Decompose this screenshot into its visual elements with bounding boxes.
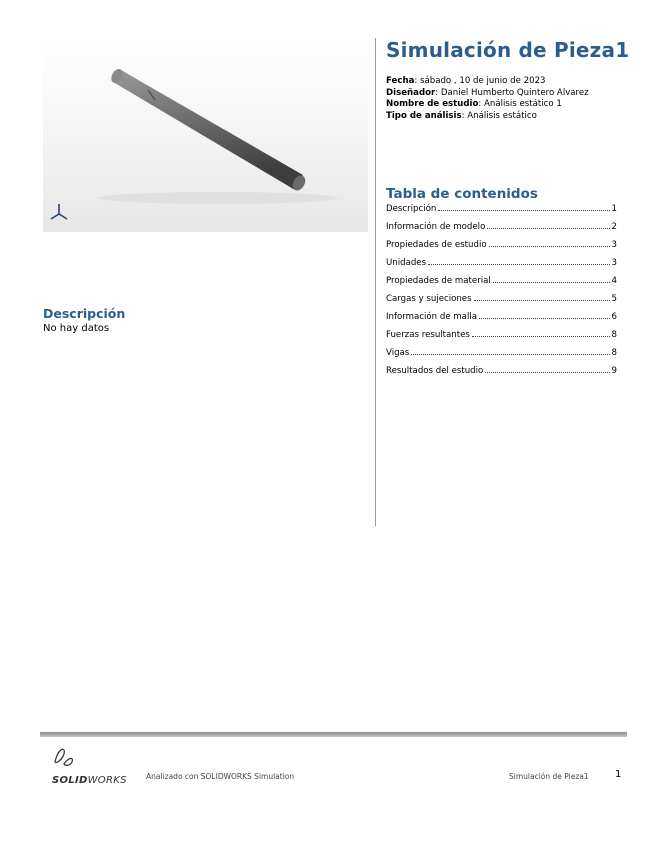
toc-item[interactable]: Resultados del estudio 9 [386, 366, 617, 376]
description-heading: Descripción [43, 306, 126, 321]
toc-heading: Tabla de contenidos [386, 186, 538, 202]
toc-item[interactable]: Vigas 8 [386, 348, 617, 358]
column-divider [375, 38, 376, 526]
meta-analysis-type: Tipo de análisis: Análisis estático [386, 110, 537, 121]
toc-item[interactable]: Unidades 3 [386, 258, 617, 268]
model-preview [43, 40, 368, 232]
toc-item[interactable]: Descripción 1 [386, 204, 617, 214]
meta-study-name: Nombre de estudio: Análisis estático 1 [386, 99, 562, 109]
meta-date: Fecha: sábado , 10 de junio de 2023 [386, 76, 546, 86]
footer-rule [40, 732, 627, 737]
toc-item[interactable]: Información de modelo 2 [386, 222, 617, 232]
toc-item[interactable]: Propiedades de estudio 3 [386, 240, 617, 250]
footer-document-name: Simulación de Pieza1 [509, 772, 589, 781]
page-title: Simulación de Pieza1 [386, 38, 630, 62]
solidworks-logo [52, 744, 132, 786]
toc-item[interactable]: Propiedades de material 4 [386, 276, 617, 286]
axis-triad-icon [51, 204, 67, 219]
shaft-model-image [43, 40, 368, 232]
toc-item[interactable]: Información de malla 6 [386, 312, 617, 322]
toc-item[interactable]: Fuerzas resultantes 8 [386, 330, 617, 340]
meta-designer: Diseñador: Daniel Humberto Quintero Alvarez [386, 87, 589, 98]
table-of-contents [386, 204, 617, 384]
study-metadata [386, 76, 589, 122]
description-text: No hay datos [43, 323, 110, 334]
footer-analyzed-with: Analizado con SOLIDWORKS Simulation [146, 772, 295, 781]
logo-wordmark: SOLIDWORKS [52, 775, 127, 786]
toc-item[interactable]: Cargas y sujeciones 5 [386, 294, 617, 304]
ds-logo-icon [52, 744, 76, 768]
page-number: 1 [615, 769, 622, 780]
